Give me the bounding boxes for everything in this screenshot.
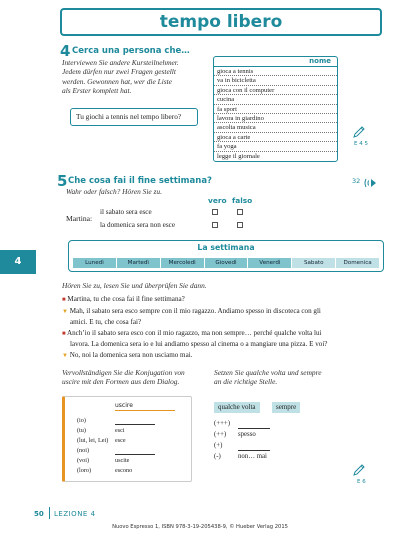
table-row[interactable]: gioca a tennis bbox=[214, 67, 337, 76]
freq-word: spesso bbox=[238, 431, 256, 438]
tag-sempre[interactable]: sempre bbox=[272, 402, 300, 413]
pronoun: (loro) bbox=[77, 467, 92, 474]
week-title: La settimana bbox=[197, 243, 255, 252]
table-row[interactable]: gioca con il computer bbox=[214, 86, 337, 95]
statement-2: la domenica sera non esce bbox=[100, 221, 176, 229]
freq-symbol: (+++) bbox=[214, 420, 231, 427]
exercise-5-number: 5 bbox=[57, 172, 68, 190]
table-row[interactable]: ascolta musica bbox=[214, 123, 337, 132]
blank-io[interactable] bbox=[115, 424, 155, 425]
column-falso: falso bbox=[232, 196, 253, 205]
table-row[interactable]: lavora in giardino bbox=[214, 114, 337, 123]
conjugation-verb: uscire bbox=[115, 402, 175, 411]
form-tu: esci bbox=[115, 427, 125, 434]
table-row[interactable]: gioca a carte bbox=[214, 133, 337, 142]
day-mercoledi: Mercoledì bbox=[161, 258, 204, 268]
table-row[interactable]: va in bicicletta bbox=[214, 76, 337, 85]
tag-qualche-volta[interactable]: qualche volta bbox=[214, 402, 260, 413]
pronoun: (noi) bbox=[77, 447, 90, 454]
copyright-credit: Nuovo Espresso 1, ISBN 978-3-19-205438-9, © Hueber Verlag 2015 bbox=[112, 524, 288, 530]
dialog-line: ▼ Mah, il sabato sera esco sempre con il mio ragazzo. Andiamo spesso in discoteca con gli bbox=[62, 306, 321, 315]
form-voi: uscite bbox=[115, 457, 130, 464]
speaker-label: Martina: bbox=[66, 214, 93, 223]
example-question: Tu giochi a tennis nel tempo libero? bbox=[70, 108, 198, 126]
checkbox-falso-2[interactable] bbox=[237, 222, 243, 228]
form-lui: esce bbox=[115, 437, 126, 444]
exercise-4-number: 4 bbox=[60, 42, 71, 60]
day-lunedi: Lunedì bbox=[73, 258, 116, 268]
activity-table bbox=[213, 56, 338, 162]
dialog-line: amici. E tu, che cosa fai? bbox=[70, 318, 142, 327]
freq-symbol: (++) bbox=[214, 431, 227, 438]
column-vero: vero bbox=[208, 196, 227, 205]
exercise-5-title: Che cosa fai il fine settimana? bbox=[68, 176, 212, 186]
table-row[interactable]: legge il giornale bbox=[217, 152, 260, 160]
freq-symbol: (-) bbox=[214, 453, 221, 460]
table-row[interactable]: fa yoga bbox=[214, 142, 337, 151]
audio-icon[interactable] bbox=[364, 174, 378, 193]
dialog-line: ■ Martina, tu che cosa fai il fine settimana? bbox=[62, 295, 185, 303]
dialog bbox=[62, 294, 387, 362]
table-row[interactable]: cucina bbox=[214, 95, 337, 104]
table-row[interactable]: fa sport bbox=[214, 105, 337, 114]
page-title: tempo libero bbox=[60, 8, 382, 36]
dialog-line: ■ Anch’io il sabato sera esco con il mio ragazzo, ma non sempre… perché qualche volta lui bbox=[62, 328, 322, 337]
form-loro: escono bbox=[115, 467, 133, 474]
conjugation-box bbox=[62, 396, 192, 482]
blank-noi[interactable] bbox=[115, 454, 155, 455]
exercise-code-e45: E 4 5 bbox=[354, 141, 368, 147]
table-header-nome: nome bbox=[214, 57, 337, 67]
day-sabato: Sabato bbox=[292, 258, 335, 268]
pronoun: (lui, lei, Lei) bbox=[77, 437, 109, 444]
day-domenica: Domenica bbox=[336, 258, 379, 268]
frequency-instruction: Setzen Sie qualche volta und sempre an die richtige Stelle. bbox=[214, 368, 322, 387]
page-number: 50 bbox=[34, 510, 44, 518]
day-martedi: Martedì bbox=[117, 258, 160, 268]
blank-freq-1[interactable] bbox=[238, 428, 270, 429]
pronoun: (tu) bbox=[77, 427, 86, 434]
footer-separator bbox=[49, 507, 50, 519]
day-giovedi: Giovedì bbox=[205, 258, 248, 268]
statement-1: il sabato sera esce bbox=[100, 208, 152, 216]
freq-symbol: (+) bbox=[214, 442, 223, 449]
week-box bbox=[68, 240, 384, 272]
exercise-code-e6: E 6 bbox=[357, 479, 366, 485]
exercise-4-title: Cerca una persona che… bbox=[72, 46, 190, 56]
checkbox-vero-2[interactable] bbox=[212, 222, 218, 228]
lesson-label: LEZIONE 4 bbox=[54, 510, 96, 518]
checkbox-vero-1[interactable] bbox=[212, 209, 218, 215]
day-venerdi: Venerdì bbox=[248, 258, 291, 268]
dialog-line: lavora. La domenica sera io e lui andiamo spesso al cinema o a mangiare una pizza. E voi? bbox=[70, 340, 328, 349]
exercise-4-instructions: Interviewen Sie andere Kursteilnehmer. Jedem dürfen nur zwei Fragen gestellt werden. Gewonnen hat, wer die Liste als Erster komplett hat. bbox=[62, 58, 179, 96]
dialog-line: ▼ No, noi la domenica sera non usciamo mai. bbox=[62, 350, 193, 359]
exercise-5-instruction: Wahr oder falsch? Hören Sie zu. bbox=[66, 187, 162, 196]
pronoun: (io) bbox=[77, 417, 86, 424]
pronoun: (voi) bbox=[77, 457, 90, 464]
track-number: 32 bbox=[352, 177, 361, 185]
checkbox-falso-1[interactable] bbox=[237, 209, 243, 215]
freq-word: non… mai bbox=[238, 453, 267, 460]
conjugation-instruction: Vervollständigen Sie die Konjugation von uscire mit den Formen aus dem Dialog. bbox=[62, 368, 185, 387]
listen-instruction: Hören Sie zu, lesen Sie und überprüfen Sie dann. bbox=[62, 281, 207, 290]
lesson-side-tab: 4 bbox=[0, 250, 36, 274]
blank-freq-3[interactable] bbox=[238, 450, 270, 451]
